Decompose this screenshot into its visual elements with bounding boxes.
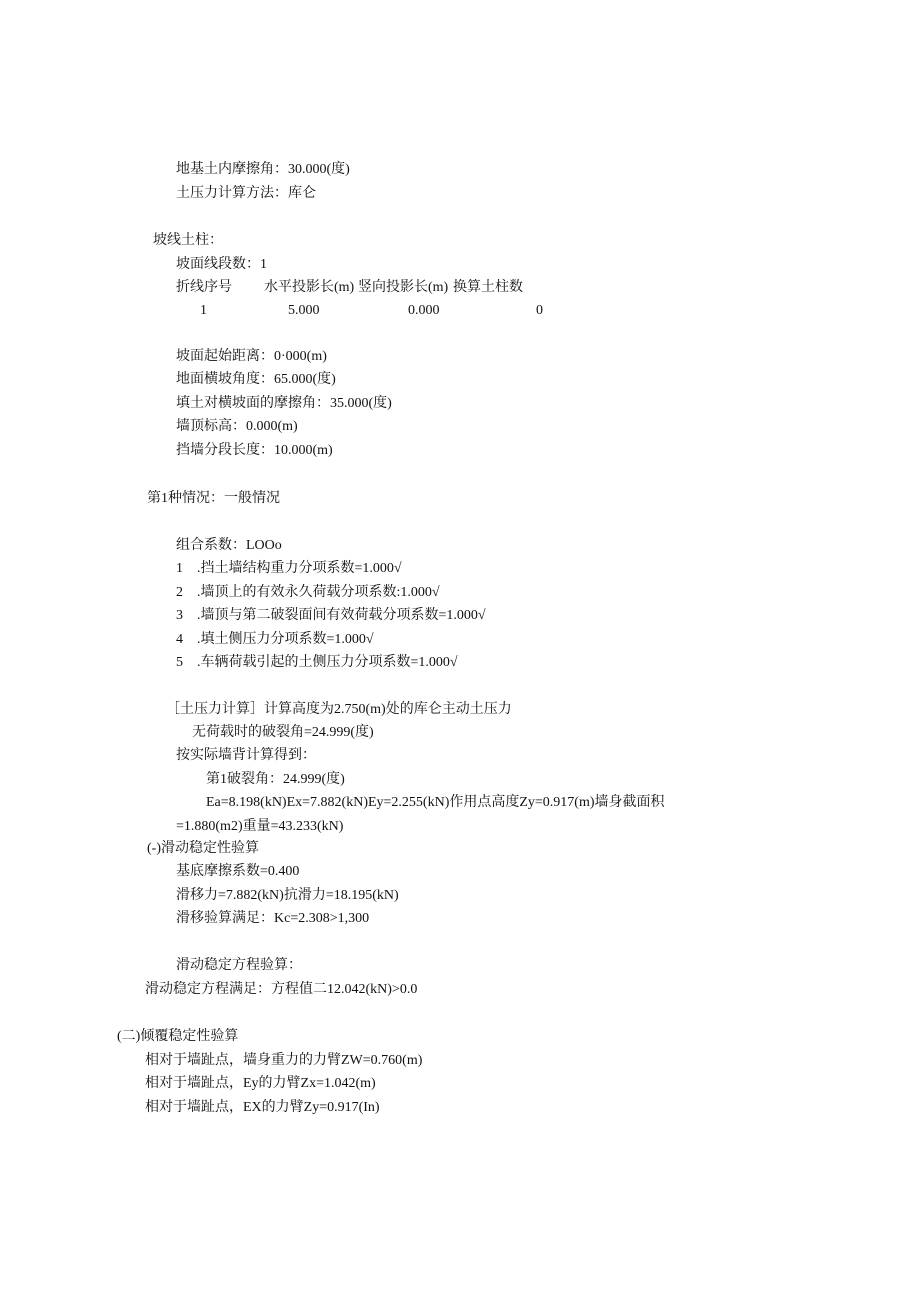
friction-angle-line: 地基土内摩擦角：30.000(度) <box>176 162 350 177</box>
fill-friction-angle: 填土对横坡面的摩擦角：35.000(度) <box>176 396 392 411</box>
sliding-equation-title: 滑动稳定方程验算： <box>176 958 302 973</box>
arm-ex: 相对于墙趾点，EX的力臂Zy=0.917(In) <box>145 1100 380 1115</box>
table-cell: 0.000 <box>408 303 440 318</box>
earth-pressure-result: Ea=8.198(kN)Ex=7.882(kN)Ey=2.255(kN)作用点高度Zy=0.917(m)墙身截面积 <box>206 795 665 810</box>
earth-pressure-heading: ［土压力计算］计算高度为2.750(m)处的库仑主动土压力 <box>166 702 512 717</box>
table-header-cell: 竖向投影长(m) <box>358 280 449 295</box>
arm-ey: 相对于墙趾点，Ey的力臂Zx=1.042(m) <box>145 1076 376 1091</box>
overturning-section-title: (二)倾覆稳定性验算 <box>117 1029 239 1044</box>
factor-item: 4 .填土侧压力分项系数=1.000√ <box>176 632 374 647</box>
no-load-crack-angle: 无荷载时的破裂角=24.999(度) <box>192 725 374 740</box>
table-cell: 1 <box>200 303 207 318</box>
table-cell: 5.000 <box>288 303 320 318</box>
ground-slope-angle: 地面横坡角度：65.000(度) <box>176 372 336 387</box>
earth-pressure-result-cont: =1.880(m2)重量=43.233(kN) <box>176 819 344 834</box>
slope-soil-title: 坡线土柱： <box>153 233 223 248</box>
case-title: 第1种情况：一般情况 <box>147 491 280 506</box>
factor-item: 2 .墙顶上的有效永久荷载分项系数:1.000√ <box>176 585 440 600</box>
sliding-equation-result: 滑动稳定方程满足：方程值二12.042(kN)>0.0 <box>145 982 418 997</box>
slope-segment-count: 坡面线段数：1 <box>176 257 267 272</box>
arm-wall-weight: 相对于墙趾点，墙身重力的力臂ZW=0.760(m) <box>145 1053 423 1068</box>
wall-back-calc-label: 按实际墙背计算得到： <box>176 748 316 763</box>
combo-coefficient: 组合系数：LOOo <box>176 538 282 553</box>
table-header-cell: 水平投影长(m) <box>264 280 355 295</box>
wall-top-elevation: 墙顶标高：0.000(m) <box>176 419 298 434</box>
wall-segment-length: 挡墙分段长度：10.000(m) <box>176 443 333 458</box>
factor-item: 5 .车辆荷载引起的土侧压力分项系数=1.000√ <box>176 655 458 670</box>
sliding-check: 滑移验算满足：Kc=2.308>1,300 <box>176 911 370 926</box>
table-cell: 0 <box>536 303 543 318</box>
table-header-cell: 换算土柱数 <box>453 280 523 295</box>
factor-item: 3 .墙顶与第二破裂面间有效荷载分项系数=1.000√ <box>176 608 486 623</box>
earth-pressure-method-line: 土压力计算方法：库仑 <box>176 186 316 201</box>
first-crack-angle: 第1破裂角：24.999(度) <box>206 772 345 787</box>
factor-item: 1 .挡土墙结构重力分项系数=1.000√ <box>176 561 402 576</box>
sliding-section-title: (-)滑动稳定性验算 <box>147 841 259 856</box>
base-friction-coef: 基底摩擦系数=0.400 <box>176 864 300 879</box>
slope-start-distance: 坡面起始距离：0·000(m) <box>176 349 327 364</box>
sliding-forces: 滑移力=7.882(kN)抗滑力=18.195(kN) <box>176 888 399 903</box>
table-header-cell: 折线序号 <box>176 280 232 295</box>
